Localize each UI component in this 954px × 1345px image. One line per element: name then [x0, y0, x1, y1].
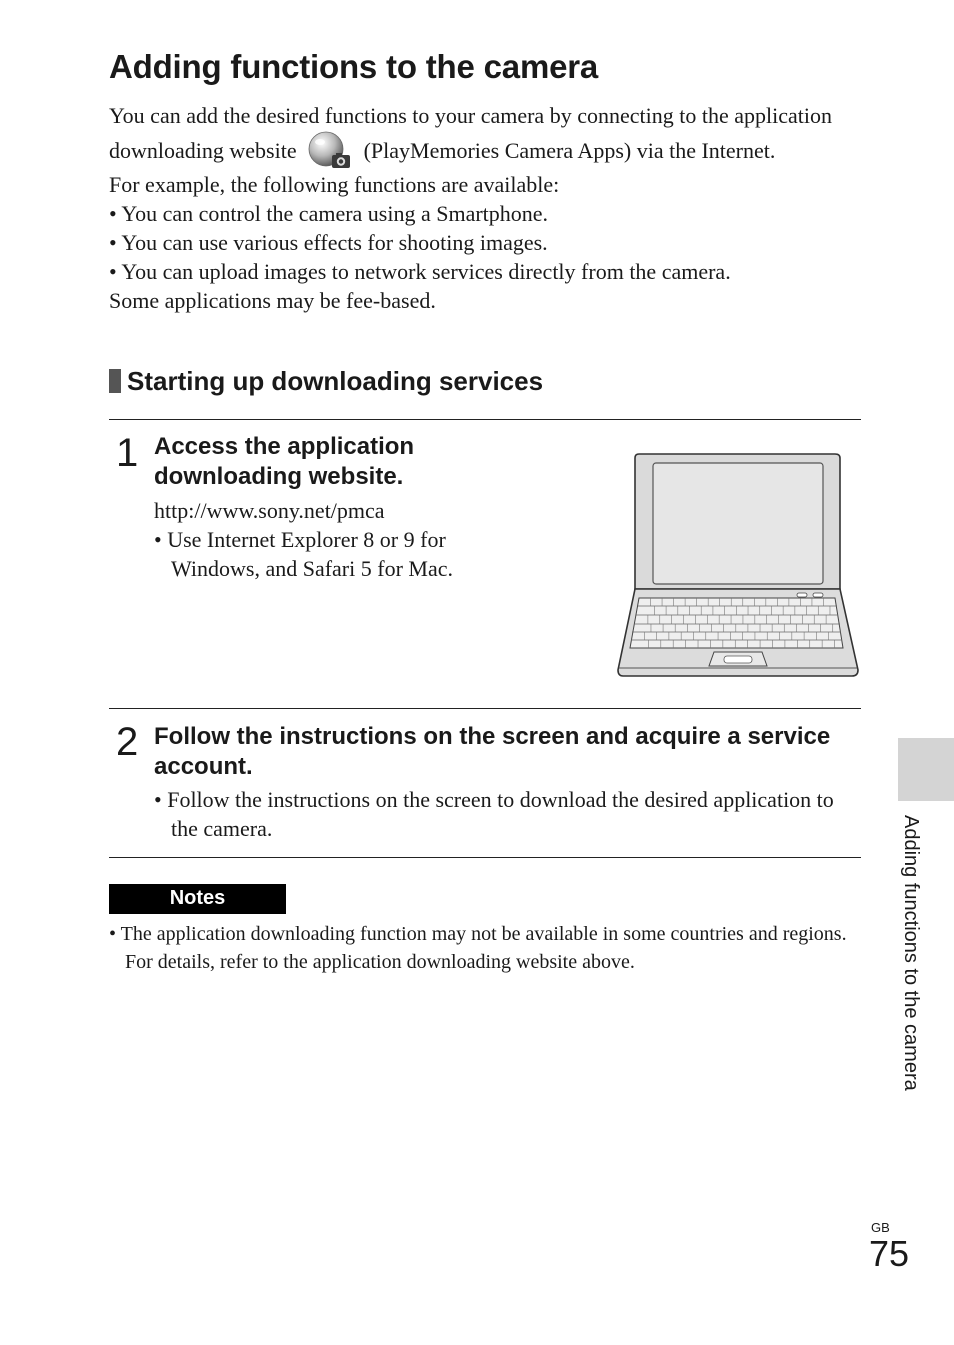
section-heading: Starting up downloading services: [109, 366, 543, 397]
chapter-tab: [898, 738, 954, 801]
page-number: 75: [869, 1233, 910, 1274]
step-body: [154, 785, 854, 843]
page-title: Adding functions to the camera: [109, 48, 599, 85]
section-marker-icon: [109, 369, 121, 393]
intro-text-before-icon: You can add the desired functions to your camera by connecting to the application downloading website: [109, 103, 832, 163]
notes-list: [109, 920, 869, 976]
laptop-illustration: [617, 452, 861, 680]
intro-text-after-icon: (PlayMemories Camera Apps) via the Internet.: [363, 138, 776, 163]
region-code: GB: [871, 1220, 890, 1235]
list-item: • You can use various effects for shooting images.: [109, 230, 548, 255]
intro-paragraph: [109, 101, 869, 170]
list-item: • Use Internet Explorer 8 or 9 for Windows, and Safari 5 for Mac.: [154, 527, 453, 581]
fee-note: Some applications may be fee-based.: [109, 288, 436, 313]
step-body: [154, 496, 494, 583]
list-item: • Follow the instructions on the screen to download the desired application to the camera.: [154, 787, 834, 841]
website-url: http://www.sony.net/pmca: [154, 498, 385, 523]
chapter-label: Adding functions to the camera: [900, 815, 922, 1091]
divider: [109, 708, 861, 709]
list-item: • The application downloading function may not be available in some countries and regions. For details, refer to the application downloading website above.: [109, 923, 847, 973]
notes-label: Notes: [109, 884, 286, 914]
list-item: • You can upload images to network services directly from the camera.: [109, 259, 731, 284]
intro-text: [109, 101, 869, 315]
step-number: 1: [116, 431, 139, 475]
example-intro: For example, the following functions are available:: [109, 172, 560, 197]
step-number: 2: [116, 720, 139, 764]
divider: [109, 419, 861, 420]
divider: [109, 857, 861, 858]
step-heading: Follow the instructions on the screen and acquire a service account.: [154, 723, 831, 780]
playmemories-camera-apps-icon: [306, 130, 352, 170]
list-item: • You can control the camera using a Smartphone.: [109, 201, 549, 226]
step-heading: Access the application downloading website.: [154, 433, 415, 490]
